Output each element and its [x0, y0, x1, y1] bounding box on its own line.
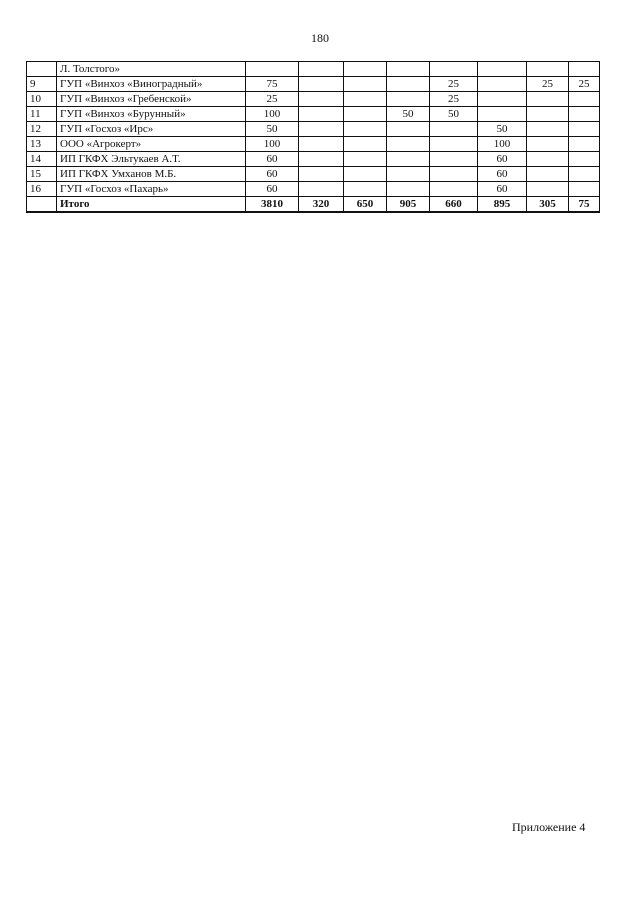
row-index: 16: [27, 182, 57, 197]
row-value: [344, 167, 387, 182]
row-value: [569, 167, 600, 182]
total-value: 895: [478, 197, 527, 213]
row-value: [569, 182, 600, 197]
row-name: ИП ГКФХ Эльтукаев А.Т.: [57, 152, 246, 167]
row-value: [527, 122, 569, 137]
data-table: [26, 61, 600, 213]
row-value: 100: [246, 107, 299, 122]
row-value: [478, 62, 527, 77]
total-value: 3810: [246, 197, 299, 213]
row-name: ГУП «Винхоз «Бурунный»: [57, 107, 246, 122]
appendix-label: Приложение 4: [512, 820, 586, 834]
row-value: [299, 182, 344, 197]
row-value: [569, 152, 600, 167]
row-value: [344, 107, 387, 122]
total-value: 305: [527, 197, 569, 213]
row-value: [387, 122, 430, 137]
row-value: 60: [246, 167, 299, 182]
row-value: [527, 107, 569, 122]
row-value: [569, 62, 600, 77]
row-name: Л. Толстого»: [57, 62, 246, 77]
row-value: [527, 167, 569, 182]
row-value: 60: [246, 182, 299, 197]
row-value: [387, 137, 430, 152]
row-index: 14: [27, 152, 57, 167]
total-row: [27, 197, 600, 213]
row-value: [430, 62, 478, 77]
total-index: [27, 197, 57, 213]
row-value: 50: [246, 122, 299, 137]
row-index: 11: [27, 107, 57, 122]
row-value: [344, 92, 387, 107]
row-value: [344, 62, 387, 77]
table-row: [27, 77, 600, 92]
row-value: 25: [246, 92, 299, 107]
row-name: ГУП «Госхоз «Ирс»: [57, 122, 246, 137]
total-value: 75: [569, 197, 600, 213]
row-value: [478, 92, 527, 107]
table-row: [27, 92, 600, 107]
table-row: [27, 167, 600, 182]
row-value: [344, 182, 387, 197]
row-value: 50: [430, 107, 478, 122]
row-value: [299, 107, 344, 122]
row-value: [527, 182, 569, 197]
row-value: 25: [527, 77, 569, 92]
row-value: [527, 137, 569, 152]
row-value: 25: [569, 77, 600, 92]
table-row: [27, 137, 600, 152]
row-value: [430, 137, 478, 152]
table-row: [27, 122, 600, 137]
row-index: [27, 62, 57, 77]
row-index: 13: [27, 137, 57, 152]
total-value: 320: [299, 197, 344, 213]
row-value: [299, 62, 344, 77]
row-index: 9: [27, 77, 57, 92]
table-row: [27, 107, 600, 122]
row-value: [527, 152, 569, 167]
row-value: 60: [478, 182, 527, 197]
row-value: [387, 62, 430, 77]
table-body: [27, 62, 600, 213]
row-value: [344, 152, 387, 167]
row-value: [430, 167, 478, 182]
row-value: [430, 152, 478, 167]
total-value: 650: [344, 197, 387, 213]
row-value: [569, 107, 600, 122]
row-name: ИП ГКФХ Умханов М.Б.: [57, 167, 246, 182]
row-value: [569, 92, 600, 107]
total-label: Итого: [57, 197, 246, 213]
row-value: [387, 182, 430, 197]
row-value: [387, 92, 430, 107]
row-index: 12: [27, 122, 57, 137]
row-value: 50: [387, 107, 430, 122]
row-value: [527, 92, 569, 107]
row-value: 60: [246, 152, 299, 167]
row-value: [299, 122, 344, 137]
total-value: 905: [387, 197, 430, 213]
row-value: [387, 152, 430, 167]
row-index: 10: [27, 92, 57, 107]
total-value: 660: [430, 197, 478, 213]
row-value: [430, 122, 478, 137]
row-value: [344, 137, 387, 152]
row-value: [478, 107, 527, 122]
row-value: [387, 167, 430, 182]
row-value: 100: [246, 137, 299, 152]
row-value: [387, 77, 430, 92]
row-value: [299, 167, 344, 182]
row-value: 60: [478, 167, 527, 182]
row-value: 60: [478, 152, 527, 167]
row-value: [299, 77, 344, 92]
row-value: [569, 122, 600, 137]
row-name: ГУП «Винхоз «Виноградный»: [57, 77, 246, 92]
row-value: 25: [430, 92, 478, 107]
row-value: 100: [478, 137, 527, 152]
table-row: [27, 182, 600, 197]
row-value: [478, 77, 527, 92]
row-value: [299, 92, 344, 107]
row-name: ГУП «Госхоз «Пахарь»: [57, 182, 246, 197]
row-value: [527, 62, 569, 77]
row-value: [246, 62, 299, 77]
row-value: [299, 152, 344, 167]
page-number: 180: [311, 31, 329, 45]
row-value: [299, 137, 344, 152]
row-index: 15: [27, 167, 57, 182]
row-value: [430, 182, 478, 197]
row-value: 75: [246, 77, 299, 92]
row-name: ГУП «Винхоз «Гребенской»: [57, 92, 246, 107]
row-value: [569, 137, 600, 152]
table-row: [27, 62, 600, 77]
row-value: 50: [478, 122, 527, 137]
row-value: [344, 122, 387, 137]
row-name: ООО «Агрокерт»: [57, 137, 246, 152]
row-value: [344, 77, 387, 92]
row-value: 25: [430, 77, 478, 92]
table-row: [27, 152, 600, 167]
